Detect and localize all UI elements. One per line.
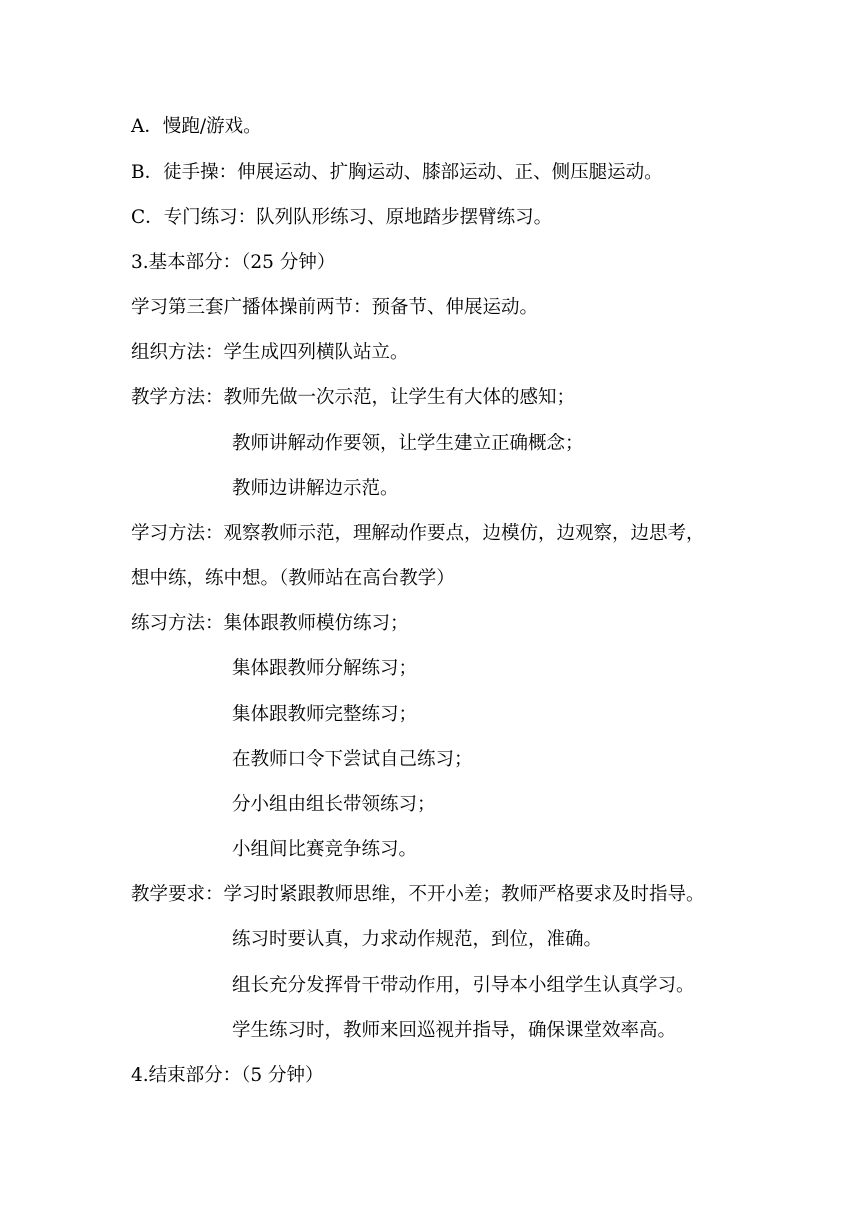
warmup-item-c: C．专门练习：队列队形练习、原地踏步摆臂练习。 <box>131 207 553 228</box>
organization-method: 组织方法：学生成四列横队站立。 <box>131 342 409 363</box>
teaching-requirement-3: 组长充分发挥骨干带动作用，引导本小组学生认真学习。 <box>232 975 695 996</box>
practice-method: 练习方法：集体跟教师模仿练习； <box>131 613 409 634</box>
section-heading-closing: 4.结束部分：（5 分钟） <box>131 1065 324 1086</box>
teaching-requirement-4: 学生练习时，教师来回巡视并指导，确保课堂效率高。 <box>232 1020 677 1041</box>
practice-method-step-4: 在教师口令下尝试自己练习； <box>232 749 473 770</box>
section-heading-basic: 3.基本部分：（25 分钟） <box>131 252 336 273</box>
teaching-requirements: 教学要求：学习时紧跟教师思维，不开小差；教师严格要求及时指导。 <box>131 884 705 905</box>
teaching-method-step-3: 教师边讲解边示范。 <box>232 478 399 499</box>
learning-method-continued: 想中练，练中想。（教师站在高台教学） <box>131 568 455 589</box>
practice-method-step-2: 集体跟教师分解练习； <box>232 658 418 679</box>
learning-content: 学习第三套广播体操前两节：预备节、伸展运动。 <box>131 297 539 318</box>
teaching-method: 教学方法：教师先做一次示范，让学生有大体的感知； <box>131 387 576 408</box>
practice-method-step-3: 集体跟教师完整练习； <box>232 704 418 725</box>
warmup-item-b: B．徒手操：伸展运动、扩胸运动、膝部运动、正、侧压腿运动。 <box>131 162 663 183</box>
learning-method: 学习方法：观察教师示范，理解动作要点，边模仿，边观察，边思考， <box>131 523 705 544</box>
teaching-method-step-2: 教师讲解动作要领，让学生建立正确概念； <box>232 433 584 454</box>
teaching-requirement-2: 练习时要认真，力求动作规范，到位，准确。 <box>232 929 603 950</box>
practice-method-step-5: 分小组由组长带领练习； <box>232 794 436 815</box>
practice-method-step-6: 小组间比赛竞争练习。 <box>232 839 418 860</box>
warmup-item-a: A．慢跑/游戏。 <box>131 116 262 137</box>
